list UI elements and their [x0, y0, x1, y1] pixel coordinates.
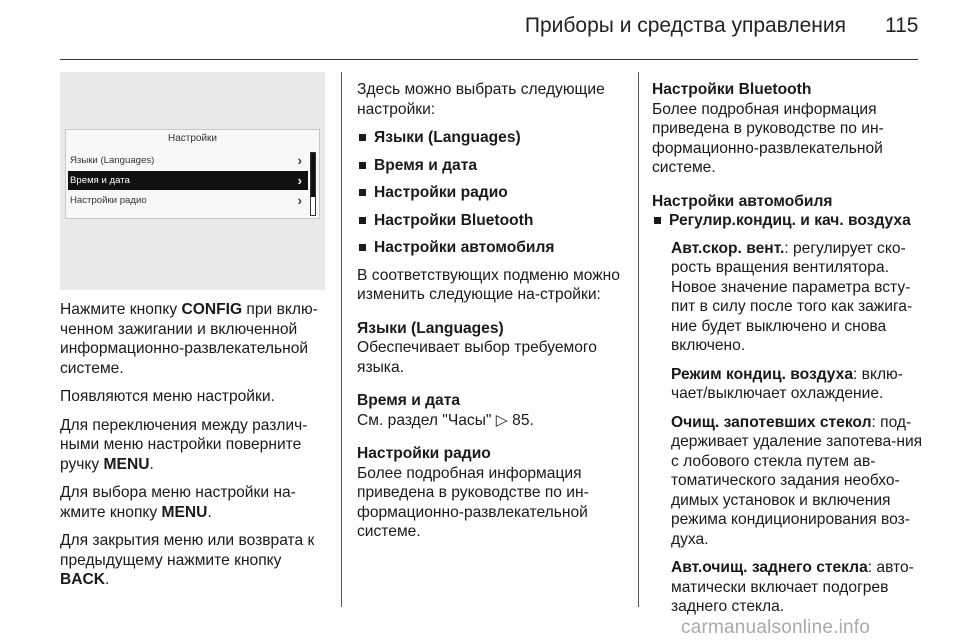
screen-scrollbar: [310, 152, 316, 216]
column-divider-2: [638, 72, 639, 607]
paragraph: Более подробная информация приведена в руководстве по ин-формационно-развлекательной системе.: [652, 100, 884, 176]
screen-item-languages: [68, 151, 308, 170]
paragraph: В соответствующих подменю можно изменить следующие на-стройки:: [357, 266, 620, 303]
column-3: [652, 80, 924, 626]
paragraph: Для закрытия меню или возврата к предыдущему нажмите кнопку BACK.: [60, 532, 315, 588]
list-item: Настройки автомобиля: [357, 238, 629, 258]
display-screen: [65, 129, 320, 219]
page-reference-icon: ▷: [495, 411, 508, 429]
section-heading: Настройки автомобиля: [652, 192, 833, 210]
page-number: 115: [885, 14, 919, 37]
scrollbar-thumb: [311, 153, 315, 197]
section-heading: Настройки Bluetooth: [652, 81, 812, 98]
watermark: carmanualsonline.info: [681, 617, 871, 638]
paragraph: Появляются меню настройки.: [60, 388, 275, 405]
list-item: Настройки радио: [357, 183, 629, 203]
screen-title: Настройки: [167, 133, 218, 144]
list-item: Время и дата: [357, 156, 629, 176]
list-item: Регулир.кондиц. и кач. воздуха: [652, 211, 924, 231]
chevron-right-icon: ›: [297, 153, 302, 168]
setting-item: Авт.очищ. заднего стекла: авто-матически включает подогрев заднего стекла.: [671, 559, 914, 615]
screen-item-time-date: [68, 171, 308, 190]
list-item: Языки (Languages): [357, 128, 629, 148]
screen-item-label: Языки (Languages): [70, 155, 155, 166]
setting-item: Авт.скор. вент.: регулирует ско-рость вращения вентилятора. Новое значение параметра всту-пит в силу после того как зажига-ние будет выключено и снова включено.: [671, 239, 913, 354]
paragraph: Нажмите кнопку CONFIG при вклю-ченном зажигании и включенной информационно-развлекательной системе.: [60, 301, 318, 377]
chevron-right-icon: ›: [297, 193, 302, 208]
paragraph: Для выбора меню настройки на-жмите кнопку MENU.: [60, 484, 296, 521]
paragraph: Здесь можно выбрать следующие настройки:: [357, 81, 605, 118]
paragraph: Обеспечивает выбор требуемого языка.: [357, 339, 597, 376]
list-item: Настройки Bluetooth: [357, 211, 629, 231]
settings-list: [357, 128, 629, 258]
paragraph: См. раздел "Часы" ▷ 85.: [357, 411, 534, 429]
setting-item: Режим кондиц. воздуха: вклю-чает/выключает охлаждение.: [671, 365, 903, 402]
setting-item: Очищ. запотевших стекол: под-держивает удаление запотева-ния с лобового стекла путем ав-томатического задания необхо-димых установок и включения режима кондиционирования воз-духа.: [671, 413, 923, 548]
chevron-right-icon: ›: [297, 173, 302, 188]
screen-item-label: Настройки радио: [70, 195, 147, 206]
section-heading: Настройки радио: [357, 445, 491, 462]
paragraph: Более подробная информация приведена в руководстве по ин-формационно-развлекательной системе.: [357, 464, 589, 540]
screen-item-label: Время и дата: [70, 175, 130, 186]
screen-item-radio: [68, 191, 308, 210]
column-divider-1: [341, 72, 342, 607]
column-2: [357, 80, 629, 551]
section-heading: Языки (Languages): [357, 319, 504, 337]
page-title: Приборы и средства управления: [524, 14, 846, 37]
car-settings-items: [652, 239, 924, 617]
section-heading: Время и дата: [357, 392, 461, 409]
column-1: [60, 300, 332, 599]
settings-screen-figure: [60, 72, 325, 290]
header-divider: [60, 59, 918, 60]
car-settings-list: [652, 211, 924, 231]
paragraph: Для переключения между различ-ными меню настройки поверните ручку MENU.: [60, 416, 308, 473]
